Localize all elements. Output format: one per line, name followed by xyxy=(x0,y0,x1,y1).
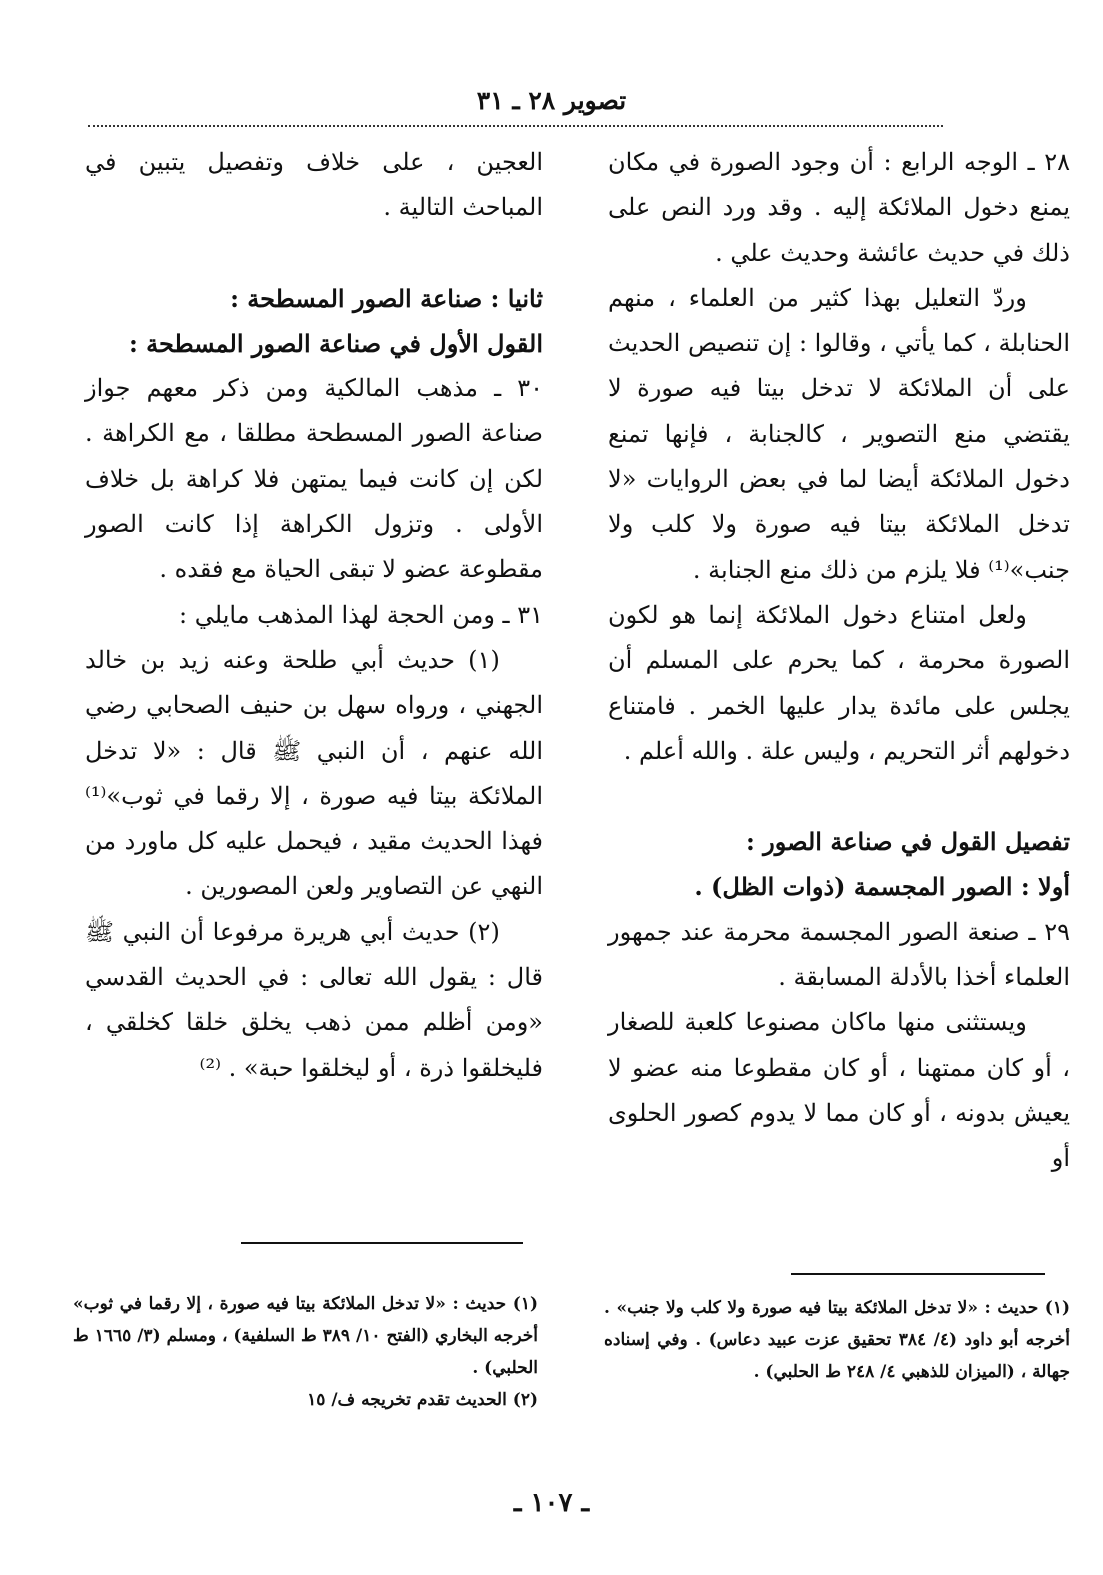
subheading-embodied-images: أولا : الصور المجسمة (ذوات الظل) . xyxy=(694,872,1070,902)
footnote-left-2: (٢) الحديث تقدم تخريجه ف/ ١٥ xyxy=(307,1390,538,1410)
footnote-divider-left xyxy=(241,1242,523,1244)
paragraph-exceptions: ويستثنى منها ماكان مصنوعا كلعبة للصغار ، أو كان ممتهنا ، أو كان مقطوعا منه عضو لا يعيش بدونه ، أو كان مما لا يدوم كصور الحلوى أو xyxy=(608,1008,1070,1173)
paragraph-29: ٢٩ ـ صنعة الصور المجسمة محرمة عند جمهور العلماء أخذا بالأدلة المسابقة . xyxy=(608,917,1070,992)
paragraph-continuation: العجين ، على خلاف وتفصيل يتبين في المباحث التالية . xyxy=(85,148,543,222)
left-column xyxy=(85,140,543,1091)
section-heading-details: تفصيل القول في صناعة الصور : xyxy=(745,827,1070,857)
footnote-divider-right xyxy=(791,1273,1045,1275)
paragraph-30: ٣٠ ـ مذهب المالكية ومن ذكر معهم جواز صناعة الصور المسطحة مطلقا ، مع الكراهة . لكن إن كانت فيما يمتهن فلا كراهة بل خلاف الأولى . وتزول الكراهة إذا كانت الصور مقطوعة عضو لا تبقى الحياة مع فقده . xyxy=(85,374,543,584)
subheading-first-opinion: القول الأول في صناعة الصور المسطحة : xyxy=(128,328,543,358)
header-dotted-rule xyxy=(88,125,943,127)
paragraph-rebuttal: وردّ التعليل بهذا كثير من العلماء ، منهم الحنابلة ، كما يأتي ، وقالوا : إن تنصيص الحديث على أن الملائكة لا تدخل بيتا فيه صورة لا يقتضي منع التصوير ، كالجنابة ، فإنها تمنع دخول الملائكة أيضا لما في بعض الروايات «لا تدخل الملائكة بيتا فيه صورة ولا كلب ولا جنب»⁽¹⁾ فلا يلزم من ذلك منع الجنابة . xyxy=(608,283,1070,584)
paragraph-28: ٢٨ ـ الوجه الرابع : أن وجود الصورة في مكان يمنع دخول الملائكة إليه . وقد ورد النص على ذلك في حديث عائشة وحديث علي . xyxy=(608,148,1070,267)
section-gap xyxy=(85,231,543,276)
section-gap xyxy=(608,774,1070,819)
footnote-right-1: (١) حديث : «لا تدخل الملائكة بيتا فيه صورة ولا كلب ولا جنب» . أخرجه أبو داود (٤/ ٣٨٤ تحقيق عزت عبيد دعاس) . وفي إسناده جهالة ، (الميزان للذهبي ٤/ ٢٤٨ ط الحلبي) . xyxy=(604,1298,1071,1382)
footnote-left-1: (١) حديث : «لا تدخل الملائكة بيتا فيه صورة ، إلا رقما في ثوب» أخرجه البخاري (الفتح ١٠/ ٣٨٩ ط السلفية) ، ومسلم (٣/ ١٦٦٥ ط الحلبي) . xyxy=(73,1294,539,1378)
right-column xyxy=(608,140,1070,1182)
paragraph-prohibition-effect: ولعل امتناع دخول الملائكة إنما هو لكون الصورة محرمة ، كما يحرم على المسلم أن يجلس على مائدة يدار عليها الخمر . فامتناع دخولهم أثر التحريم ، وليس علة . والله أعلم . xyxy=(608,600,1070,765)
paragraph-hadith-1: (١) حديث أبي طلحة وعنه زيد بن خالد الجهني ، ورواه سهل بن حنيف الصحابي رضي الله عنهم ، أن النبي ﷺ قال : «لا تدخل الملائكة بيتا فيه صورة ، إلا رقما في ثوب»⁽¹⁾ فهذا الحديث مقيد ، فيحمل عليه كل ماورد من النهي عن التصاوير ولعن المصورين . xyxy=(85,645,543,901)
section-heading-flat-images: ثانيا : صناعة الصور المسطحة : xyxy=(230,283,543,313)
header-title: تصوير ٢٨ ـ ٣١ xyxy=(476,86,627,115)
footnotes-left xyxy=(73,1288,538,1416)
paragraph-hadith-2: (٢) حديث أبي هريرة مرفوعا أن النبي ﷺ قال : يقول الله تعالى : في الحديث القدسي «ومن أظلم ممن ذهب يخلق خلقا كخلقي ، فليخلقوا ذرة ، أو ليخلقوا حبة» . ⁽²⁾ xyxy=(85,917,543,1082)
page-number: ـ ١٠٧ ـ xyxy=(513,1488,590,1518)
paragraph-31: ٣١ ـ ومن الحجة لهذا المذهب مايلي : xyxy=(179,600,543,629)
footnotes-right xyxy=(604,1292,1070,1388)
